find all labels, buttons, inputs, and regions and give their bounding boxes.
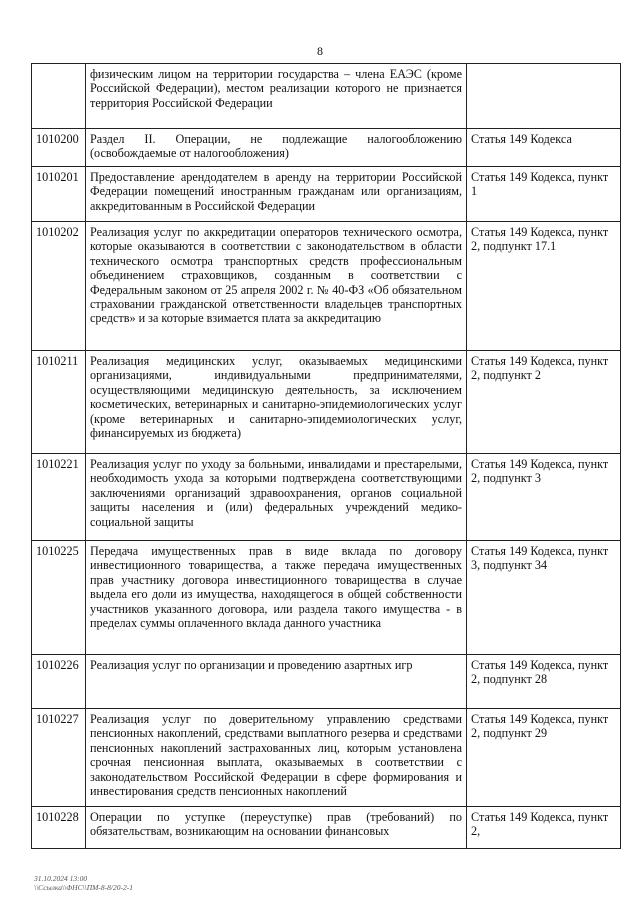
row-description: Реализация услуг по организации и проведению азартных игр: [86, 655, 467, 709]
row-description: Передача имущественных прав в виде вклада по договору инвестиционного товарищества, а также передача имущественных прав участнику договора инвестиционного товарищества в случае выдела его доли из имущества, находящегося в общей собственности участников указанного договора, или раздела такого имущества - в пределах суммы оплаченного вклада данного участника: [86, 541, 467, 655]
row-reference: Статья 149 Кодекса, пункт 2, подпункт 28: [467, 655, 621, 709]
row-code: 1010226: [32, 655, 86, 709]
footer-timestamp: 31.10.2024 13:00: [34, 874, 88, 883]
row-code: 1010211: [32, 351, 86, 454]
row-code: [32, 64, 86, 129]
table-row: [32, 351, 621, 454]
table-row: [32, 167, 621, 222]
table-row: [32, 709, 621, 807]
table-row: [32, 541, 621, 655]
table-row: [32, 454, 621, 541]
table-row: [32, 655, 621, 709]
row-code: 1010221: [32, 454, 86, 541]
table-row: [32, 807, 621, 849]
row-code: 1010228: [32, 807, 86, 849]
tax-codes-table: [31, 63, 621, 849]
page-number: 8: [317, 44, 323, 58]
row-description: Реализация услуг по доверительному управлению средствами пенсионных накоплений, средствами выплатного резерва и средствами пенсионных накоплений застрахованных лиц, которым установлена срочная пенсионная выплата, оказываемых в соответствии с законодательством Российской Федерации в сфере формирования и инвестирования средств пенсионных накоплений: [86, 709, 467, 807]
row-code: 1010227: [32, 709, 86, 807]
row-description: Реализация услуг по аккредитации операторов технического осмотра, которые оказываются в соответствии с законодательством в области технического осмотра транспортных средств профессиональным объединением страховщиков, созданным в соответствии с Федеральным законом от 25 апреля 2002 г. № 40-ФЗ «Об обязательном страховании гражданской ответственности владельцев транспортных средств» и за которые взимается плата за аккредитацию: [86, 222, 467, 351]
row-description: Реализация услуг по уходу за больными, инвалидами и престарелыми, необходимость ухода за которыми подтверждена соответствующими заключениями организаций здравоохранения, органов социальной защиты населения и (или) федеральных учреждений медико-социальной защиты: [86, 454, 467, 541]
document-footer: [34, 874, 133, 892]
table-row: [32, 129, 621, 167]
row-description: Операции по уступке (переуступке) прав (требований) по обязательствам, возникающим на основании финансовых: [86, 807, 467, 849]
row-code: 1010225: [32, 541, 86, 655]
row-description: физическим лицом на территории государства – члена ЕАЭС (кроме Российской Федерации), местом реализации которого не признается территория Российской Федерации: [86, 64, 467, 129]
row-reference: Статья 149 Кодекса, пункт 2, подпункт 29: [467, 709, 621, 807]
row-code: 1010200: [32, 129, 86, 167]
row-reference: Статья 149 Кодекса, пункт 2, подпункт 2: [467, 351, 621, 454]
row-reference: Статья 149 Кодекса, пункт 2, подпункт 3: [467, 454, 621, 541]
row-description: Реализация медицинских услуг, оказываемых медицинскими организациями, индивидуальными предпринимателями, осуществляющими медицинскую деятельность, за исключением косметических, ветеринарных и санитарно-эпидемиологических услуг (кроме ветеринарных и санитарно-эпидемиологических услуг, финансируемых из бюджета): [86, 351, 467, 454]
row-reference: Статья 149 Кодекса, пункт 2, подпункт 17.1: [467, 222, 621, 351]
row-reference: Статья 149 Кодекса, пункт 1: [467, 167, 621, 222]
row-reference: Статья 149 Кодекса, пункт 3, подпункт 34: [467, 541, 621, 655]
table-row: [32, 222, 621, 351]
row-description: Раздел II. Операции, не подлежащие налогообложению (освобождаемые от налогообложения): [86, 129, 467, 167]
row-code: 1010202: [32, 222, 86, 351]
row-reference: Статья 149 Кодекса: [467, 129, 621, 167]
row-reference: [467, 64, 621, 129]
row-code: 1010201: [32, 167, 86, 222]
row-reference: Статья 149 Кодекса, пункт 2,: [467, 807, 621, 849]
footer-path: \\Ссылка\\ФНС\\ПМ-8-8/20-2-1: [34, 883, 133, 892]
row-description: Предоставление арендодателем в аренду на территории Российской Федерации помещений иностранным гражданам или организациям, аккредитованным в Российской Федерации: [86, 167, 467, 222]
table-row: [32, 64, 621, 129]
